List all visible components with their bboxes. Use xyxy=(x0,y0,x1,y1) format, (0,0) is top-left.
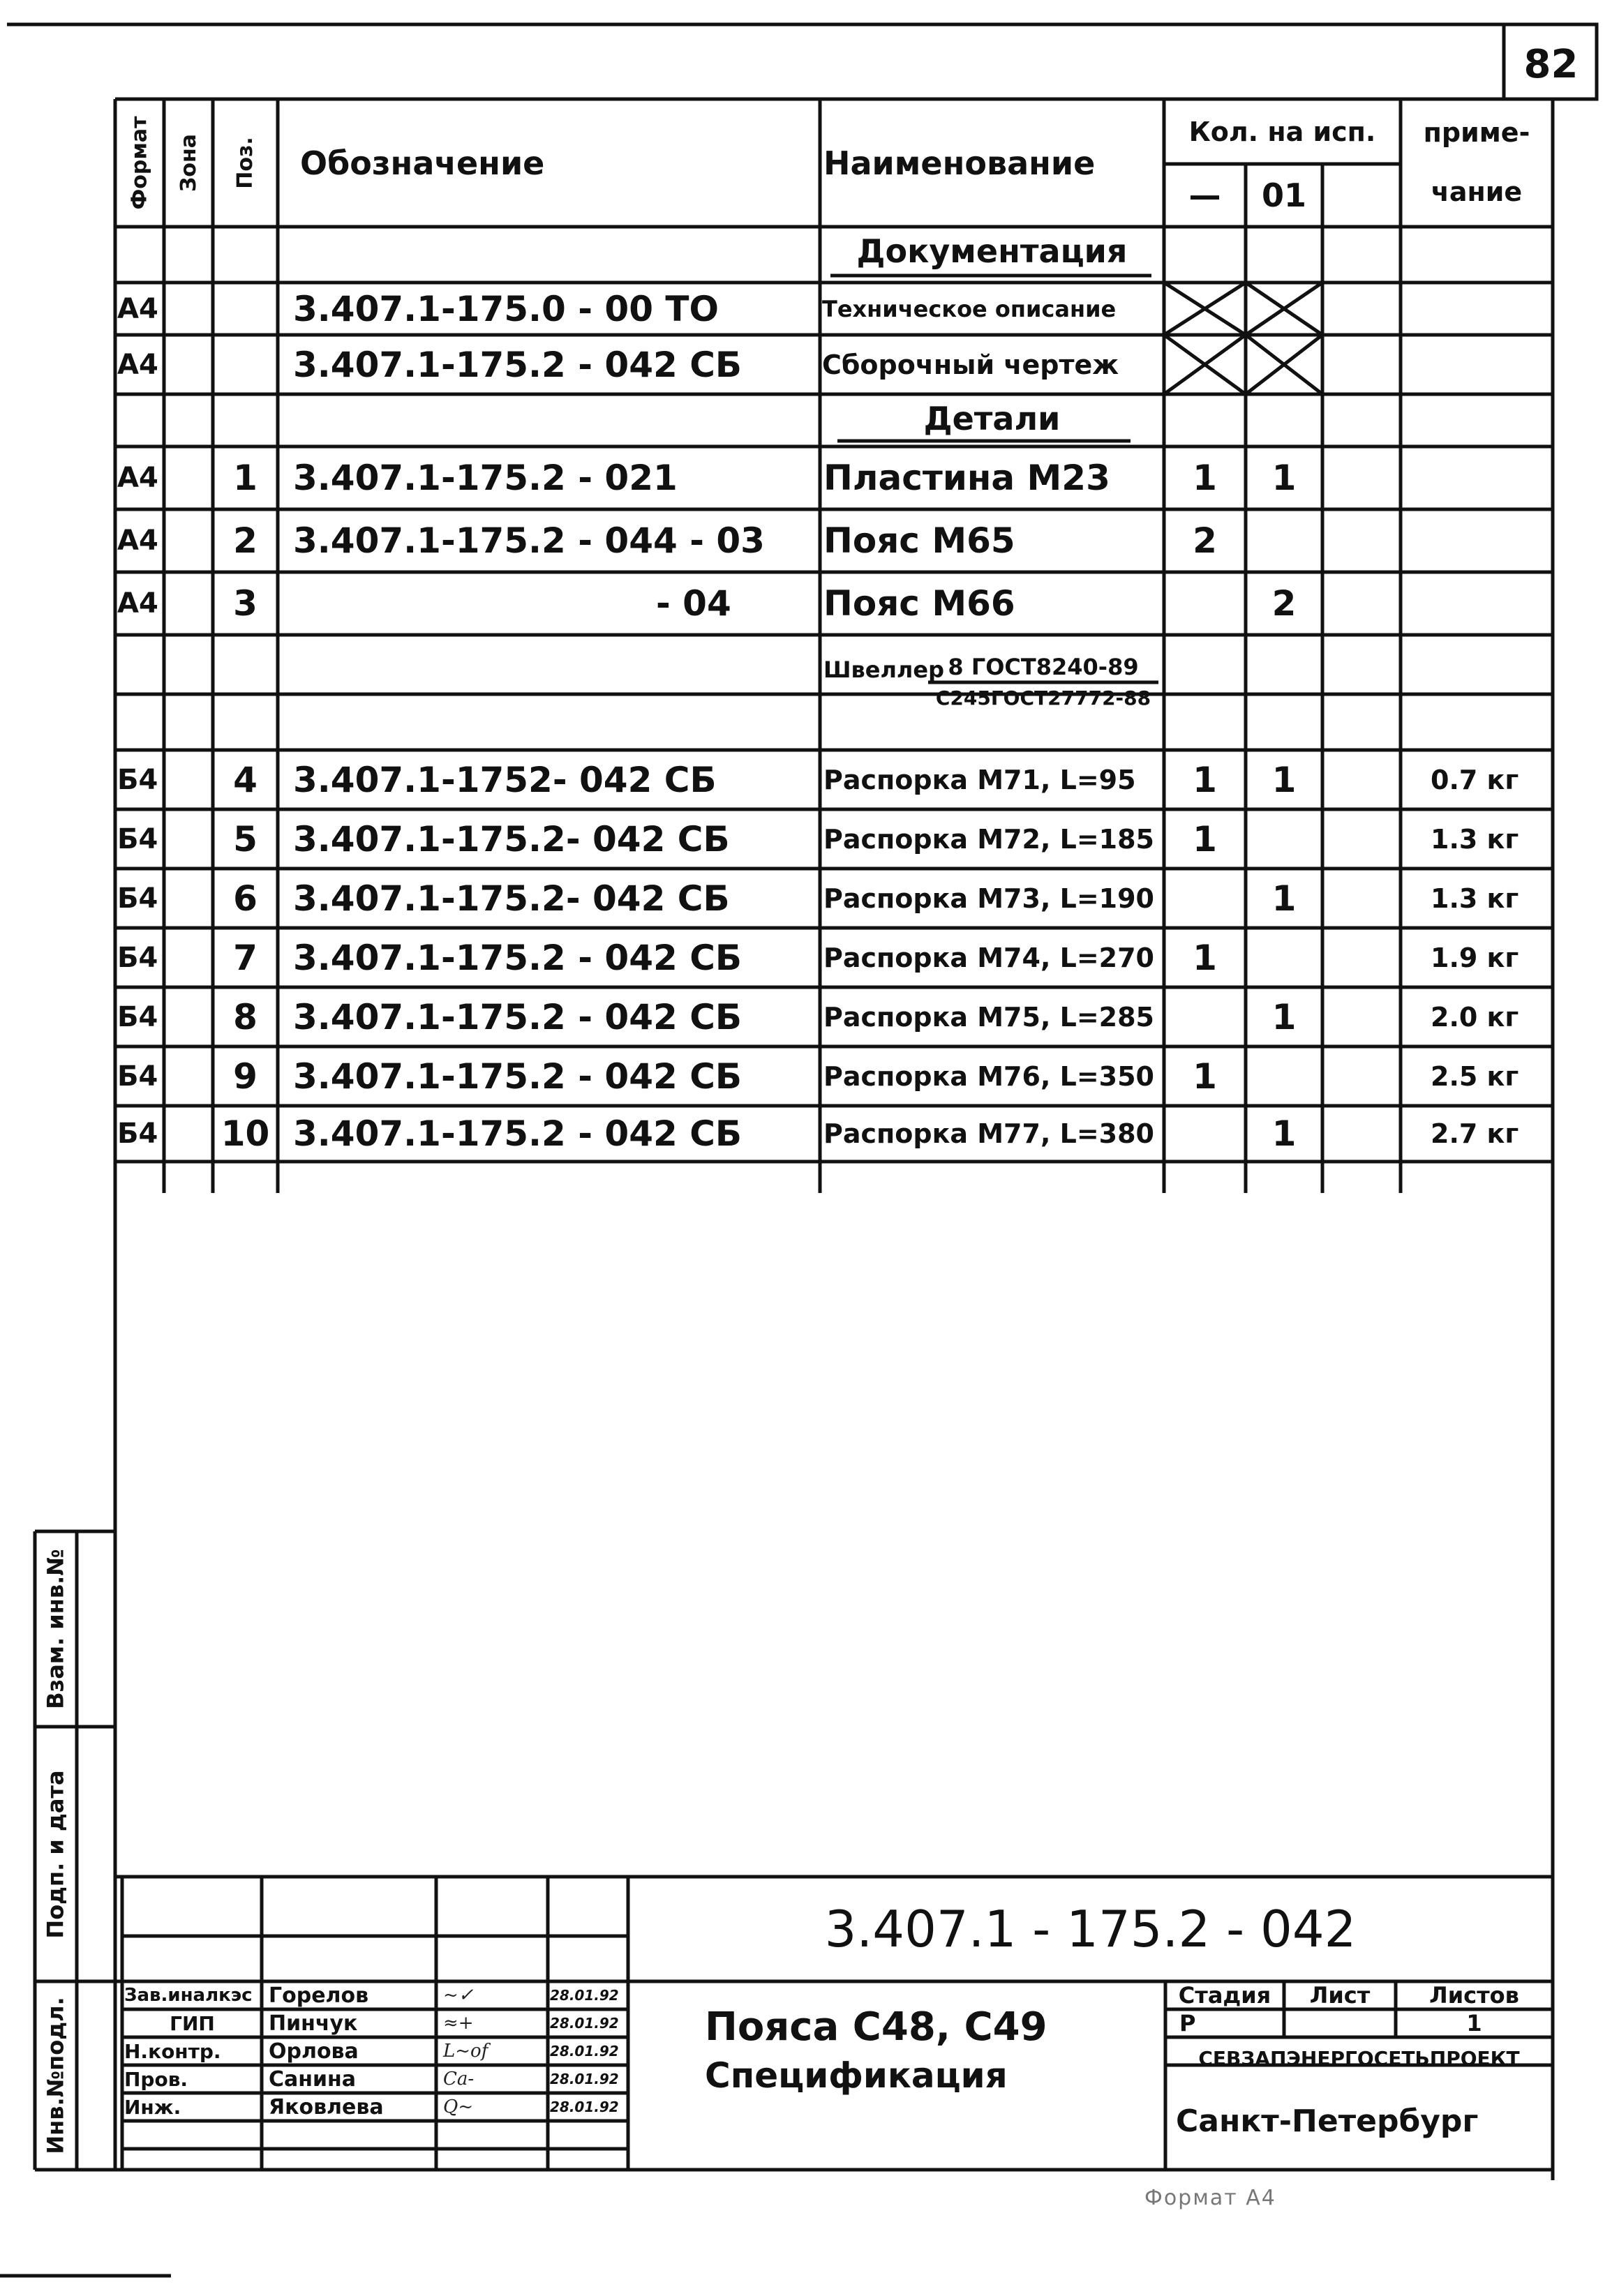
row-qty-2: 1 xyxy=(1271,878,1297,919)
row-format: А4 xyxy=(117,587,158,620)
row-qty-2: 1 xyxy=(1271,759,1297,800)
stage-value: Р xyxy=(1179,2010,1196,2036)
row-name: Пластина М23 xyxy=(823,458,1110,498)
row-note: 2.7 кг xyxy=(1431,1118,1519,1149)
row-pos: 6 xyxy=(233,878,258,919)
stage-label: Стадия xyxy=(1178,1982,1271,2009)
header-designation: Обозначение xyxy=(300,144,545,182)
side-vzam: Взам. инв.№ xyxy=(43,1549,69,1709)
row-pos: 5 xyxy=(233,818,258,860)
title-line2: Спецификация xyxy=(705,2055,1008,2096)
side-inv-orig-cell xyxy=(35,1981,77,2170)
side-inv-orig: Инв.№подл. xyxy=(43,1997,70,2154)
section-details: Детали xyxy=(923,400,1061,437)
row-pos: 7 xyxy=(233,937,258,978)
row-name: Распорка М77, L=380 xyxy=(823,1118,1154,1149)
header-pos-cell xyxy=(213,99,278,227)
signer-role: ГИП xyxy=(170,2011,215,2035)
row-designation: 3.407.1-175.2 - 042 СБ xyxy=(293,1056,742,1097)
row-format: А4 xyxy=(117,525,158,557)
signer-date: 28.01.92 xyxy=(550,1987,619,2004)
header-pos: Поз. xyxy=(232,137,258,189)
signature-mark: L~of xyxy=(443,2041,488,2062)
row-designation: 3.407.1-175.2 - 042 СБ xyxy=(293,996,742,1037)
side-sign-date: Подп. и дата xyxy=(43,1769,69,1939)
row-note: 0.7 кг xyxy=(1431,764,1519,795)
row-format: А4 xyxy=(117,462,158,494)
row-name: Распорка М74, L=270 xyxy=(823,942,1154,973)
row-qty-2: 1 xyxy=(1271,996,1297,1037)
row-designation: 3.407.1-175.2 - 044 - 03 xyxy=(293,520,765,561)
row-note: 1.3 кг xyxy=(1431,883,1519,914)
org-name: СЕВЗАПЭНЕРГОСЕТЬПРОЕКТ xyxy=(1198,2046,1520,2070)
side-sign-date-cell xyxy=(35,1727,77,1981)
row-name: Распорка М71, L=95 xyxy=(823,764,1136,795)
header-qty-col-1: — xyxy=(1188,177,1221,214)
row-designation: 3.407.1-175.2- 042 СБ xyxy=(293,818,730,860)
channel-denominator: С245ГОСТ27772-88 xyxy=(935,686,1151,710)
row-pos: 1 xyxy=(233,458,258,498)
signer-date: 28.01.92 xyxy=(550,2099,619,2115)
row-designation: 3.407.1-175.2- 042 СБ xyxy=(293,878,730,919)
row-name: Распорка М73, L=190 xyxy=(823,883,1154,914)
row-pos: 8 xyxy=(233,996,258,1037)
org-city: Санкт-Петербург xyxy=(1176,2103,1479,2139)
signer-name: Яковлева xyxy=(269,2094,384,2119)
row-name: Пояс М66 xyxy=(823,583,1015,624)
header-note-line2: чание xyxy=(1431,177,1523,207)
row-format: Б4 xyxy=(117,763,158,796)
signature-mark: Ca- xyxy=(443,2069,475,2089)
header-qty-col-2: 01 xyxy=(1261,177,1306,214)
signer-name: Орлова xyxy=(269,2039,359,2064)
signer-role: Зав.иналкэс xyxy=(124,1985,253,2006)
row-qty-2: 2 xyxy=(1271,583,1297,624)
row-designation: 3.407.1-175.2 - 042 СБ xyxy=(293,344,742,385)
doc-code: 3.407.1 - 175.2 - 042 xyxy=(824,1900,1357,1958)
row-name: Сборочный чертеж xyxy=(822,349,1119,380)
signature-mark: ≈+ xyxy=(443,2013,474,2034)
channel-numerator: 8 ГОСТ8240-89 xyxy=(948,654,1139,680)
row-format: А4 xyxy=(117,292,158,325)
header-format-cell xyxy=(115,99,164,227)
header-zone-cell xyxy=(164,99,213,227)
row-designation: 3.407.1-175.2 - 021 xyxy=(293,458,678,498)
row-format: Б4 xyxy=(117,1118,158,1150)
row-note: 2.0 кг xyxy=(1431,1001,1519,1033)
row-qty-1: 1 xyxy=(1193,818,1217,860)
row-qty-1: 1 xyxy=(1193,937,1217,978)
row-pos: 2 xyxy=(233,520,258,561)
sheets-label: Листов xyxy=(1429,1982,1519,2009)
row-name: Техническое описание xyxy=(822,295,1117,322)
row-format: Б4 xyxy=(117,1000,158,1033)
row-designation: - 04 xyxy=(656,583,731,624)
signer-name: Санина xyxy=(269,2066,356,2092)
row-qty-2: 1 xyxy=(1271,1113,1297,1154)
row-name: Распорка М72, L=185 xyxy=(823,823,1154,855)
row-name: Пояс М65 xyxy=(823,520,1015,561)
side-vzam-cell xyxy=(35,1531,77,1727)
row-format: Б4 xyxy=(117,1060,158,1093)
header-name: Наименование xyxy=(823,144,1096,182)
section-documentation: Документация xyxy=(856,232,1128,270)
row-note: 1.3 кг xyxy=(1431,823,1519,855)
row-pos: 4 xyxy=(233,759,258,800)
row-qty-1: 2 xyxy=(1193,520,1217,561)
signer-role: Н.контр. xyxy=(124,2039,221,2063)
title-line1: Пояса С48, С49 xyxy=(705,2004,1047,2050)
row-format: Б4 xyxy=(117,941,158,974)
row-qty-1: 1 xyxy=(1193,1056,1217,1097)
row-pos: 3 xyxy=(233,583,258,624)
header-qty-title: Кол. на исп. xyxy=(1188,116,1376,147)
row-designation: 3.407.1-175.0 - 00 ТО xyxy=(293,288,719,329)
signer-role: Пров. xyxy=(124,2067,188,2091)
header-zone: Зона xyxy=(176,134,201,192)
row-designation: 3.407.1-1752- 042 СБ xyxy=(293,759,717,800)
row-format: Б4 xyxy=(117,882,158,915)
row-qty-1: 1 xyxy=(1193,458,1217,498)
row-qty-1: 1 xyxy=(1193,759,1217,800)
row-designation: 3.407.1-175.2 - 042 СБ xyxy=(293,937,742,978)
header-note-line1: приме- xyxy=(1423,117,1530,148)
signer-date: 28.01.92 xyxy=(550,2043,619,2059)
signer-date: 28.01.92 xyxy=(550,2015,619,2032)
row-qty-2: 1 xyxy=(1271,458,1297,498)
signature-mark: Q~ xyxy=(443,2096,474,2117)
row-pos: 10 xyxy=(221,1113,270,1154)
sheet-number: 82 xyxy=(1523,41,1579,87)
row-name: Распорка М76, L=350 xyxy=(823,1060,1154,1092)
signer-name: Горелов xyxy=(269,1983,369,2008)
signer-role: Инж. xyxy=(124,2095,181,2119)
row-name: Распорка М75, L=285 xyxy=(823,1001,1154,1033)
header-format: Формат xyxy=(127,116,152,210)
format-stamp: Формат А4 xyxy=(1144,2185,1276,2210)
signature-mark: ~✓ xyxy=(443,1985,474,2006)
row-format: Б4 xyxy=(117,823,158,855)
signer-date: 28.01.92 xyxy=(550,2071,619,2087)
row-note: 1.9 кг xyxy=(1431,942,1519,973)
row-designation: 3.407.1-175.2 - 042 СБ xyxy=(293,1113,742,1154)
sheets-value: 1 xyxy=(1466,2010,1482,2036)
row-note: 2.5 кг xyxy=(1431,1060,1519,1092)
sheet-label: Лист xyxy=(1309,1982,1371,2009)
row-pos: 9 xyxy=(233,1056,258,1097)
signer-name: Пинчук xyxy=(269,2011,358,2036)
channel-prefix: Швеллер xyxy=(823,656,944,683)
row-format: А4 xyxy=(117,348,158,381)
